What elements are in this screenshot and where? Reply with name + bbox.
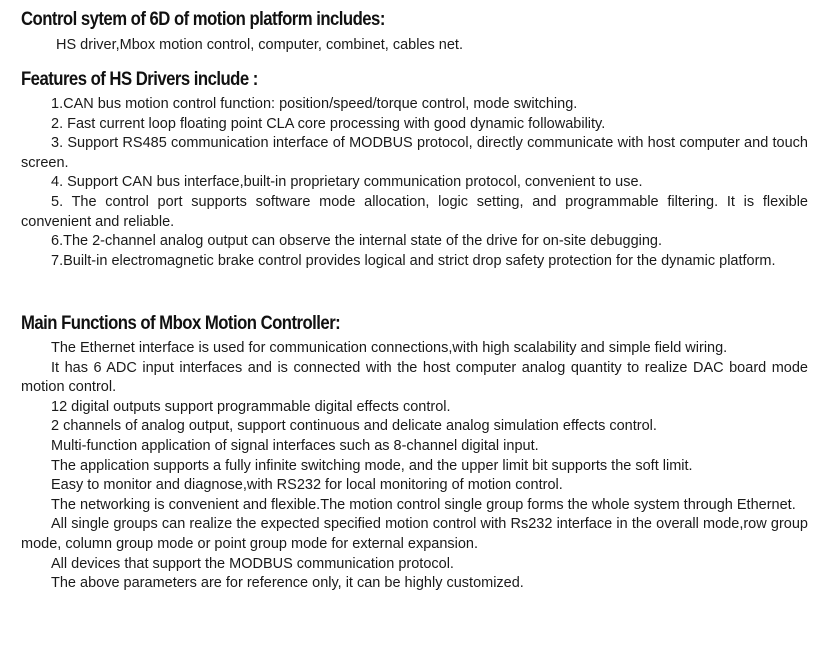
function-item: The networking is convenient and flexible.The motion control single group forms the whole system through Ethernet. [51,496,796,513]
function-item: The application supports a fully infinite switching mode, and the upper limit bit supports the soft limit. [51,457,693,474]
function-item: It has 6 ADC input interfaces and is connected with the host computer analog quantity to realize DAC board mode motion control. [21,359,808,396]
feature-item: 4. Support CAN bus interface,built-in proprietary communication protocol, convenient to use. [51,174,643,191]
function-item: Multi-function application of signal interfaces such as 8-channel digital input. [51,437,539,454]
function-item: The Ethernet interface is used for communication connections,with high scalability and simple field wiring. [51,340,728,356]
function-item: All devices that support the MODBUS communication protocol. [51,555,454,572]
feature-item: 2. Fast current loop floating point CLA core processing with good dynamic followability. [51,115,606,132]
feature-item: 5. The control port supports software mode allocation, logic setting, and programmable filtering. It is flexible convenient and reliable. [21,193,808,230]
section-heading-hs-drivers: Features of HS Drivers include : [21,69,258,90]
hs-driver-features-list [21,95,808,271]
control-system-components: HS driver,Mbox motion control, computer, combinet, cables net. [56,37,463,53]
feature-item: 1.CAN bus motion control function: position/speed/torque control, mode switching. [51,96,578,112]
function-item: 2 channels of analog output, support continuous and delicate analog simulation effects control. [51,418,657,435]
function-item: Easy to monitor and diagnose,with RS232 for local monitoring of motion control. [51,477,563,494]
feature-item: 3. Support RS485 communication interface of MODBUS protocol, directly communicate with host computer and touch screen. [21,135,808,171]
section-heading-mbox-controller: Main Functions of Mbox Motion Controller: [21,313,341,334]
function-item: The above parameters are for reference only, it can be highly customized. [51,575,524,592]
function-item: 12 digital outputs support programmable digital effects control. [51,398,451,415]
section-heading-control-system: Control sytem of 6D of motion platform includes: [21,9,385,30]
feature-item: 7.Built-in electromagnetic brake control provides logical and strict drop safety protection for the dynamic platform. [51,252,776,269]
feature-item: 6.The 2-channel analog output can observe the internal state of the drive for on-site debugging. [51,233,663,250]
function-item: All single groups can realize the expected specified motion control with Rs232 interface in the overall mode,row group mode, column group mode or point group mode for external expansion. [21,516,808,552]
mbox-functions-list [21,339,808,594]
